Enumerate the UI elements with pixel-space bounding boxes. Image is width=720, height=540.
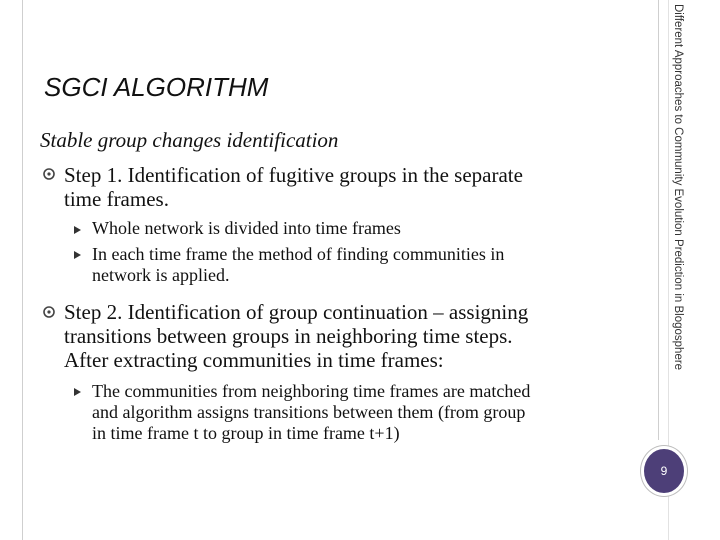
step1-sub-item-2: In each time frame the method of finding communities in network is applied. (92, 244, 505, 285)
step1-item (64, 163, 624, 211)
step1-sub-item-1: Whole network is divided into time frames (92, 218, 401, 238)
step2-line1 (64, 300, 624, 324)
slide-subtitle: Stable group changes identification (40, 128, 339, 152)
right-border-line (658, 0, 659, 440)
left-border-line (22, 0, 23, 540)
step2-sub-item-1: The communities from neighboring time frames are matched and algorithm assigns transitions between them (from group in time frame t to group in time frame t+1) (92, 381, 531, 443)
step2-line3: After extracting communities in time frames: (64, 348, 444, 372)
sub-bullet-triangle-icon (74, 388, 81, 396)
step2-item (64, 300, 624, 372)
step1-line1 (64, 163, 624, 187)
step2-line2: transitions between groups in neighboring time steps. (64, 324, 513, 348)
page-number-badge: 9 (644, 449, 684, 493)
presentation-side-title: Different Approaches to Community Evolution Prediction in Blogosphere (672, 4, 684, 371)
step2-label: Step 2. (64, 300, 123, 324)
step1-label: Step 1. (64, 163, 123, 187)
bullet-ring-icon (42, 167, 56, 181)
step1-line2: time frames. (64, 187, 169, 211)
bullet-ring-icon (42, 305, 56, 319)
step1-text: Identification of fugitive groups in the separate (122, 163, 523, 187)
sub-bullet-triangle-icon (74, 251, 81, 259)
sub-bullet-triangle-icon (74, 226, 81, 234)
slide-title: SGCI ALGORITHM (44, 72, 269, 102)
step2-text: Identification of group continuation – assigning (122, 300, 529, 324)
